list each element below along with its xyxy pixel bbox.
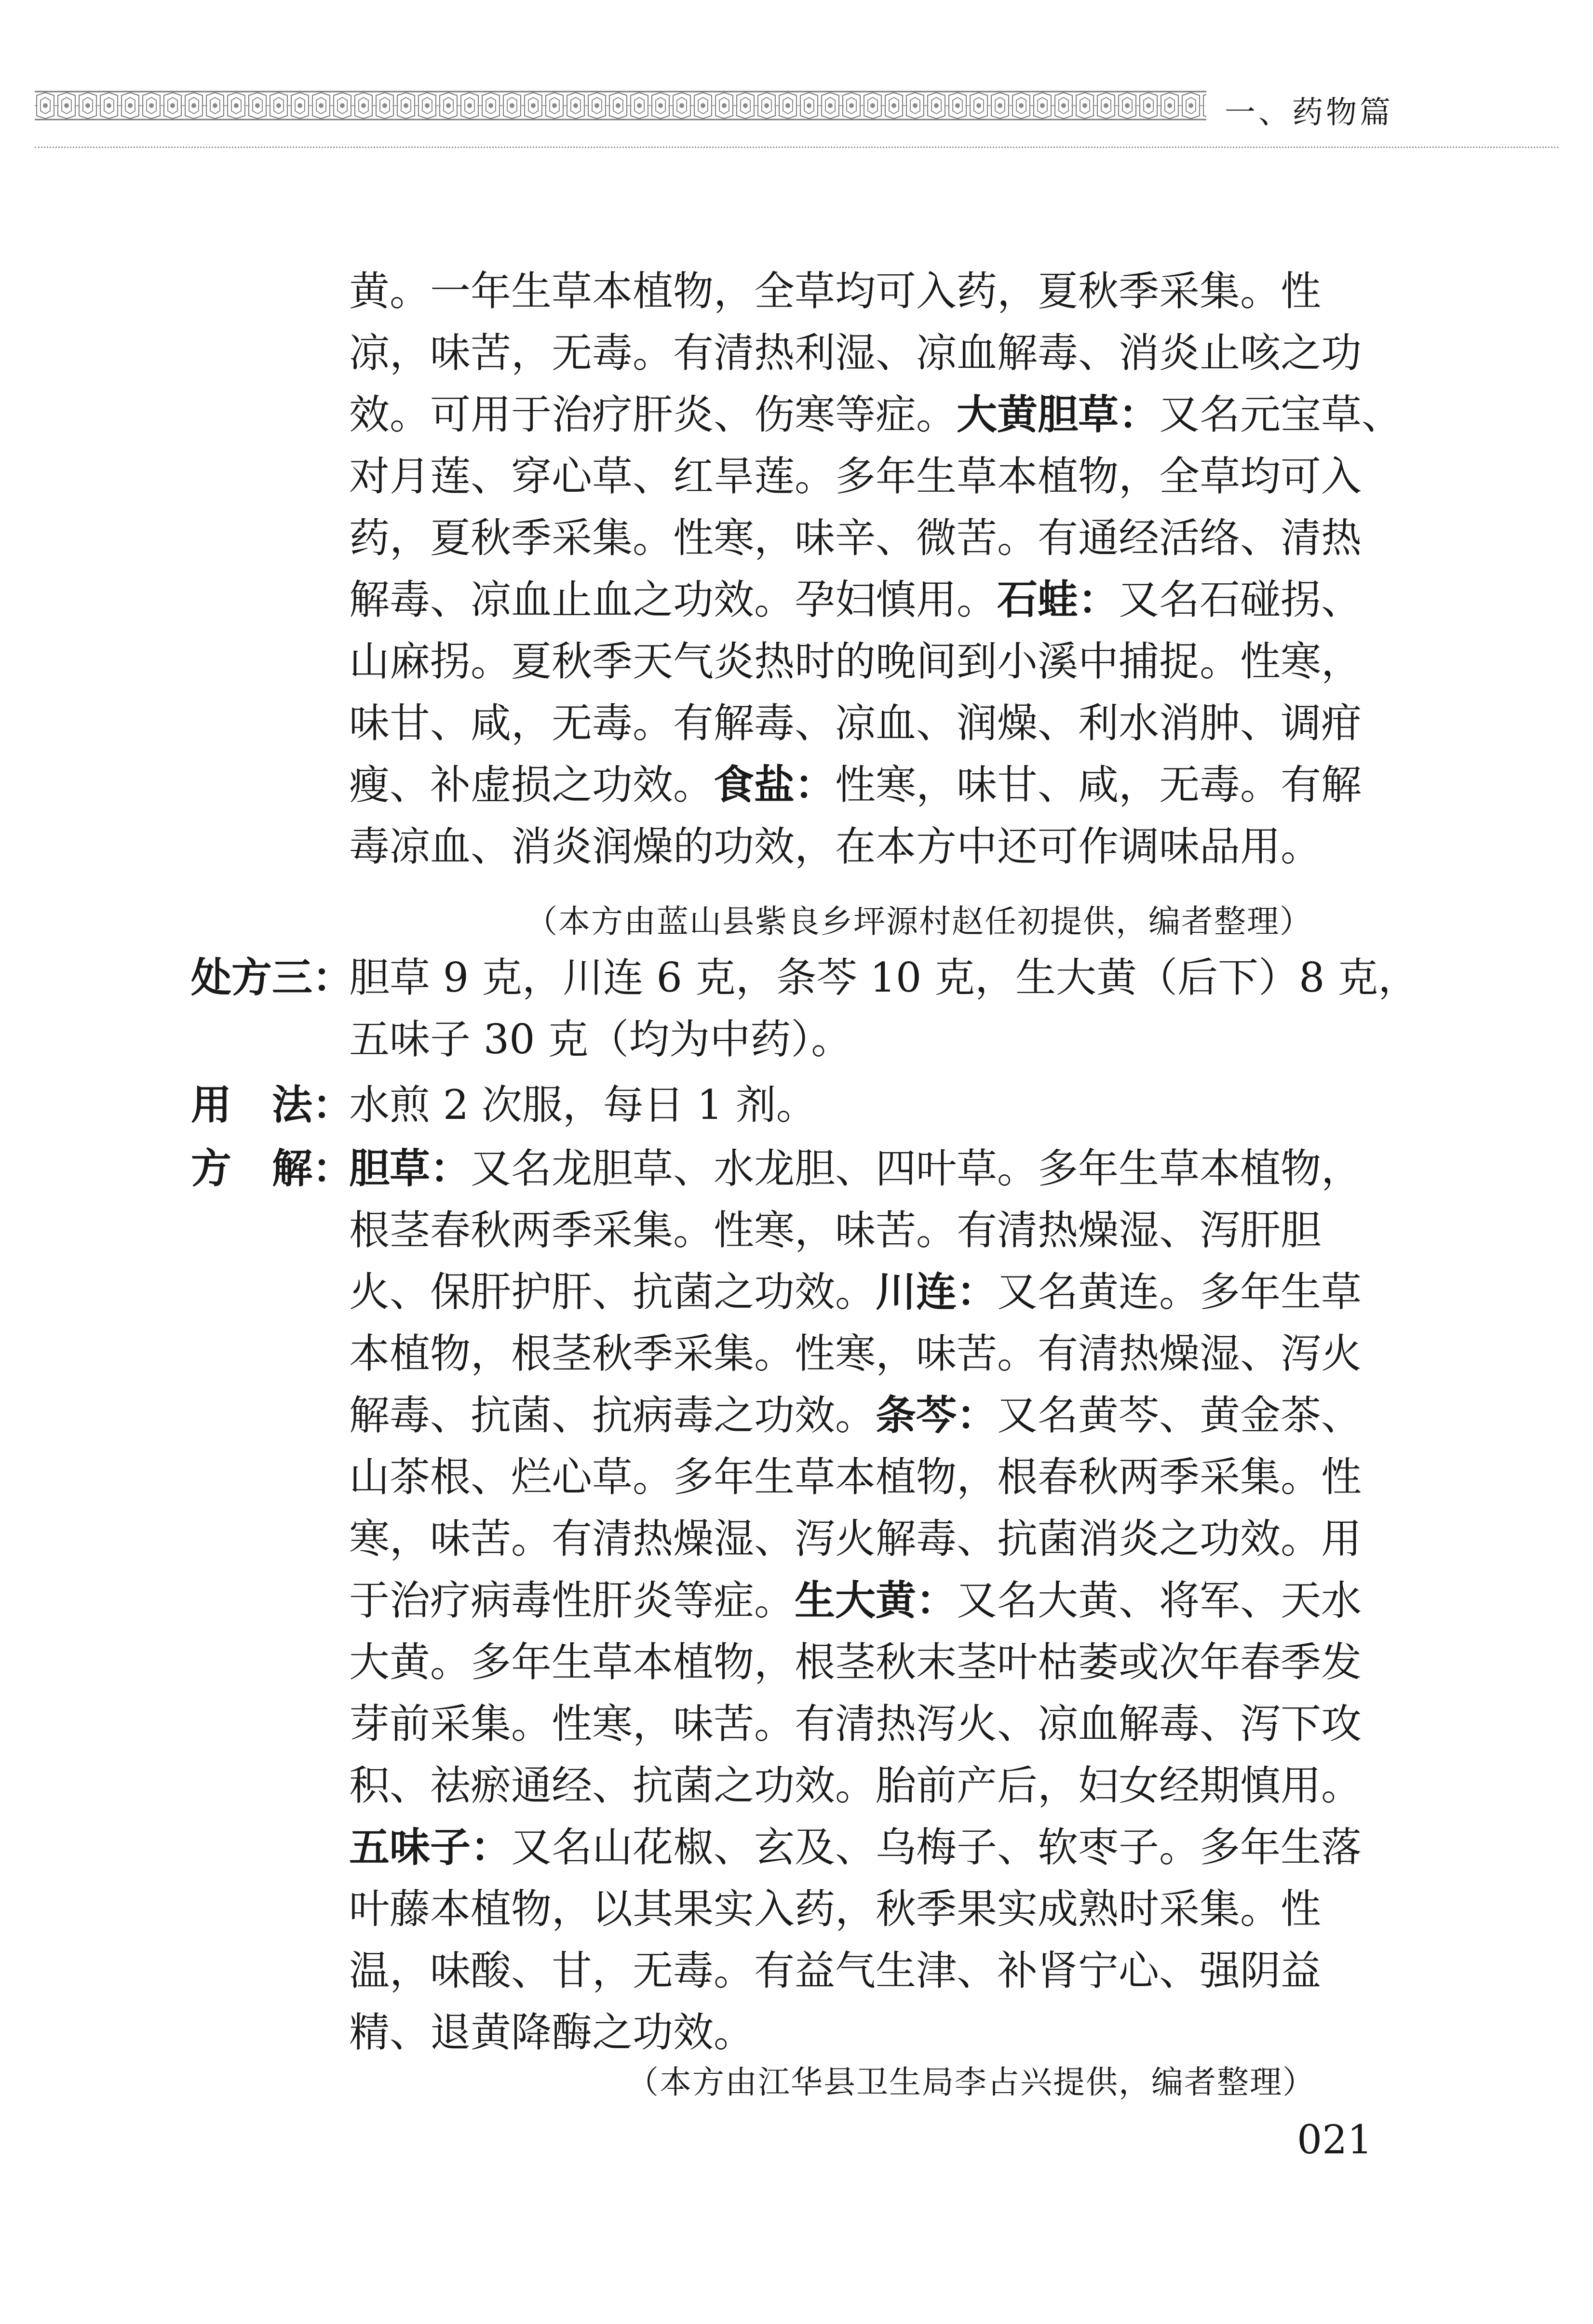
text-line [349,507,1402,569]
text-run: 又名大黄、将军、天水 [957,1577,1362,1624]
continuation-paragraph [349,260,1402,877]
usage-label: 用 法： [191,1081,353,1128]
explanation-label: 方 解： [191,1145,353,1192]
text-run: 温，味酸、甘，无毒。有益气生津、补肾宁心、强阴益 [349,1947,1322,1994]
text-run: 又名龙胆草、水龙胆、四叶草。多年生草本植物， [471,1145,1362,1192]
herb-name: 石蛙： [997,576,1119,623]
text-run: 火、保肝护肝、抗菌之功效。 [349,1268,876,1316]
prescription-3-label: 处方三： [191,954,353,1001]
text-run: 芽前采集。性寒，味苦。有清热泻火、凉血解毒、泻下攻 [349,1700,1362,1747]
herb-name: 川连： [876,1268,998,1316]
text-run: 黄。一年生草本植物，全草均可入药，夏秋季采集。性 [349,268,1322,315]
text-run: 又名石碰拐、 [1119,576,1362,623]
header-ornament-band [35,91,1206,121]
text-run: 又名元宝草、 [1159,391,1403,438]
text-run: 寒，味苦。有清热燥湿、泻火解毒、抗菌消炎之功效。用 [349,1515,1362,1562]
text-run: 山麻拐。夏秋季天气炎热时的晚间到小溪中捕捉。性寒， [349,638,1362,685]
text-line [349,947,1418,1008]
text-run: 效。可用于治疗肝炎、伤寒等症。 [349,391,957,438]
text-line [349,384,1402,445]
text-run: 叶藤本植物，以其果实入药，秋季果实成熟时采集。性 [349,1885,1322,1933]
text-run: 瘦、补虚损之功效。 [349,761,714,808]
text-run: 性寒，味甘、咸，无毒。有解 [835,761,1362,808]
text-run: 凉，味苦，无毒。有清热利湿、凉血解毒、消炎止咳之功 [349,329,1362,376]
source-note-2: （本方由江华县卫生局李占兴提供，编者整理） [627,2064,1315,2101]
page-number: 021 [1297,2117,1373,2163]
text-line [349,1755,1362,1816]
text-run: 大黄。多年生草本植物，根茎秋末茎叶枯萎或次年春季发 [349,1639,1362,1686]
text-run: 积、祛瘀通经、抗菌之功效。胎前产后，妇女经期慎用。 [349,1762,1362,1809]
text-line [349,1940,1362,2002]
text-run: 药，夏秋季采集。性寒，味辛、微苦。有通经活络、清热 [349,514,1362,562]
text-line [349,1446,1362,1508]
text-run: 对月莲、穿心草、红旱莲。多年生草本植物，全草均可入 [349,453,1362,500]
text-line [349,1570,1362,1631]
text-line [349,1008,1418,1070]
text-run: 山茶根、烂心草。多年生草本植物，根春秋两季采集。性 [349,1453,1362,1501]
text-line [349,1138,1362,1199]
usage-text [349,1074,817,1136]
text-line [349,754,1402,816]
herb-name: 条芩： [876,1392,998,1439]
text-run: 于治疗病毒性肝炎等症。 [349,1577,795,1624]
text-run: 五味子 30 克（均为中药）。 [349,1016,852,1063]
text-line [349,1261,1362,1323]
text-line [349,1693,1362,1755]
text-run: 又名黄连。多年生草 [997,1268,1362,1316]
herb-name: 胆草： [349,1145,471,1192]
text-run: 胆草 9 克，川连 6 克，条芩 10 克，生大黄（后下）8 克， [349,954,1419,1001]
herb-name: 食盐： [714,761,836,808]
text-run: 又名黄芩、黄金茶、 [997,1392,1362,1439]
text-line [349,1384,1362,1446]
source-note-1: （本方由蓝山县紫良乡坪源村赵任初提供，编者整理） [526,903,1312,940]
herb-name: 大黄胆草： [957,391,1160,438]
text-run: 味甘、咸，无毒。有解毒、凉血、润燥、利水消肿、调疳 [349,699,1362,747]
explanation-text [349,1138,1362,2063]
text-line [349,692,1402,754]
text-run: 本植物，根茎秋季采集。性寒，味苦。有清热燥湿、泻火 [349,1330,1362,1377]
text-run: 精、退黄降酶之功效。 [349,2009,755,2056]
text-run: 毒凉血、消炎润燥的功效，在本方中还可作调味品用。 [349,823,1322,870]
text-run: 解毒、凉血止血之功效。孕妇慎用。 [349,576,998,623]
text-line [349,569,1402,631]
herb-name: 五味子： [349,1824,512,1871]
section-title: 一、药物篇 [1225,95,1393,131]
text-run: 水煎 2 次服，每日 1 剂。 [349,1081,817,1128]
herb-name: 生大黄： [795,1577,957,1624]
text-line [349,1199,1362,1261]
text-line [349,1878,1362,1940]
text-line [349,1631,1362,1693]
text-line [349,1508,1362,1570]
text-line [349,631,1402,692]
text-line [349,322,1402,384]
text-run: 根茎春秋两季采集。性寒，味苦。有清热燥湿、泻肝胆 [349,1207,1322,1254]
text-line [349,2002,1362,2063]
text-line [349,1323,1362,1384]
text-run: 解毒、抗菌、抗病毒之功效。 [349,1392,876,1439]
header-rule [35,147,1558,148]
prescription-3-text [349,947,1418,1070]
text-line [349,816,1402,877]
text-line [349,260,1402,322]
text-line [349,445,1402,507]
text-line [349,1074,817,1136]
text-run: 又名山花椒、玄及、乌梅子、软枣子。多年生落 [511,1824,1362,1871]
text-line [349,1816,1362,1878]
